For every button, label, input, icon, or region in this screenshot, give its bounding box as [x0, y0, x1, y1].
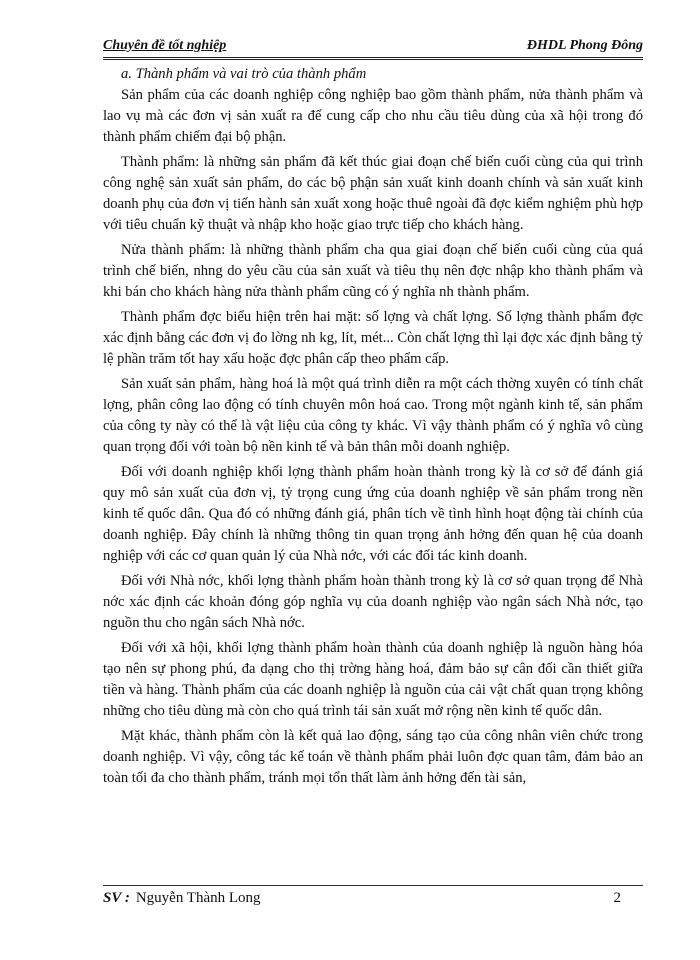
paragraph: Thành phẩm đợc biểu hiện trên hai mặt: số lợng và chất lợng. Số lợng thành phẩm đợc xác định bằng các đơn vị đo lờng nh kg, lít, mét... Còn chất lợng thì lại đợc xác định bằng tỷ lệ phần trăm tốt hay xấu hoặc đợc phân cấp theo phẩm cấp. [103, 309, 643, 367]
header-divider [103, 57, 643, 60]
footer-author-block [103, 890, 261, 907]
paragraph: Nửa thành phẩm: là những thành phẩm cha qua giai đoạn chế biến cuối cùng của quá trình chế biến, nhng do yêu cầu của sản xuất và tiêu thụ nên đợc nhập kho thành phẩm và khi bán cho khách hàng nửa thành phẩm cũng có ý nghĩa nh thành phẩm. [103, 242, 643, 300]
paragraph: Đối với doanh nghiệp khối lợng thành phẩm hoàn thành trong kỳ là cơ sở để đánh giá quy mô sản xuất của đơn vị, tỷ trọng cung ứng của doanh nghiệp về sản phẩm trong nền kinh tế quốc dân. Qua đó có những đánh giá, phân tích về tình hình hoạt động tài chính của doanh nghiệp. Đây chính là những thông tin quan trọng ảnh hởng đến quan hệ của doanh nghiệp với các cơ quan quản lý của Nhà nớc, với các đối tác kinh doanh. [103, 464, 643, 564]
paragraph: Đối với xã hội, khối lợng thành phẩm hoàn thành của doanh nghiệp là nguồn hàng hóa tạo nên sự phong phú, đa dạng cho thị trờng hàng hoá, đảm bảo sự cân đối cần thiết giữa tiền và hàng. Thành phẩm của các doanh nghiệp là nguồn của cải vật chất quan trọng không những cho tiêu dùng mà còn cho quá trình tái sản xuất mở rộng nền kinh tế quốc dân. [103, 640, 643, 719]
paragraph: Sản phẩm của các doanh nghiệp công nghiệp bao gồm thành phẩm, nửa thành phẩm và lao vụ mà các đơn vị sản xuất ra để cung cấp cho nhu cầu tiêu dùng của xã hội trong đó thành phẩm chiếm đại bộ phận. [103, 87, 643, 145]
page-number: 2 [613, 890, 621, 906]
paragraph: Mặt khác, thành phẩm còn là kết quả lao động, sáng tạo của công nhân viên chức trong doanh nghiệp. Vì vậy, công tác kế toán về thành phẩm phải luôn đợc quan tâm, đảm bảo an toàn tối đa cho thành phẩm, tránh mọi tổn thất làm ảnh hởng đến tài sản, [103, 728, 643, 786]
footer-divider [103, 885, 643, 886]
page-footer [103, 890, 643, 912]
footer-label: SV : [103, 890, 130, 906]
document-body [103, 64, 643, 793]
page-header [103, 36, 643, 58]
footer-author: Nguyễn Thành Long [135, 890, 261, 906]
header-school: ĐHDL Phong Đông [526, 38, 643, 53]
section-heading: a. Thành phẩm và vai trò của thành phẩm [121, 66, 367, 82]
paragraph: Đối với Nhà nớc, khối lợng thành phẩm hoàn thành trong kỳ là cơ sở quan trọng để Nhà nớc xác định các khoản đóng góp nghĩa vụ của doanh nghiệp vào ngân sách Nhà nớc, tạo nguồn thu cho ngân sách Nhà nớc. [103, 573, 643, 631]
header-title: Chuyên đề tốt nghiệp [103, 38, 227, 53]
paragraph: Thành phẩm: là những sản phẩm đã kết thúc giai đoạn chế biến cuối cùng của qui trình công nghệ sản xuất sản phẩm, do các bộ phận sản xuất kinh doanh chính và sản xuất kinh doanh phụ của đơn vị tiến hành sản xuất xong hoặc thuê ngoài đã đợc kiểm nghiệm phù hợp với tiêu chuẩn kỹ thuật và nhập kho hoặc giao trực tiếp cho khách hàng. [103, 154, 643, 233]
paragraph: Sản xuất sản phẩm, hàng hoá là một quá trình diễn ra một cách thờng xuyên có tính chất lợng, phân công lao động có tính chuyên môn hoá cao. Trong một ngành kinh tế, sản phẩm của công ty này có thể là vật liệu của công ty khác. Vì vậy thành phẩm có ý nghĩa vô cùng quan trọng đối với toàn bộ nền kinh tế và bản thân mỗi doanh nghiệp. [103, 376, 643, 455]
